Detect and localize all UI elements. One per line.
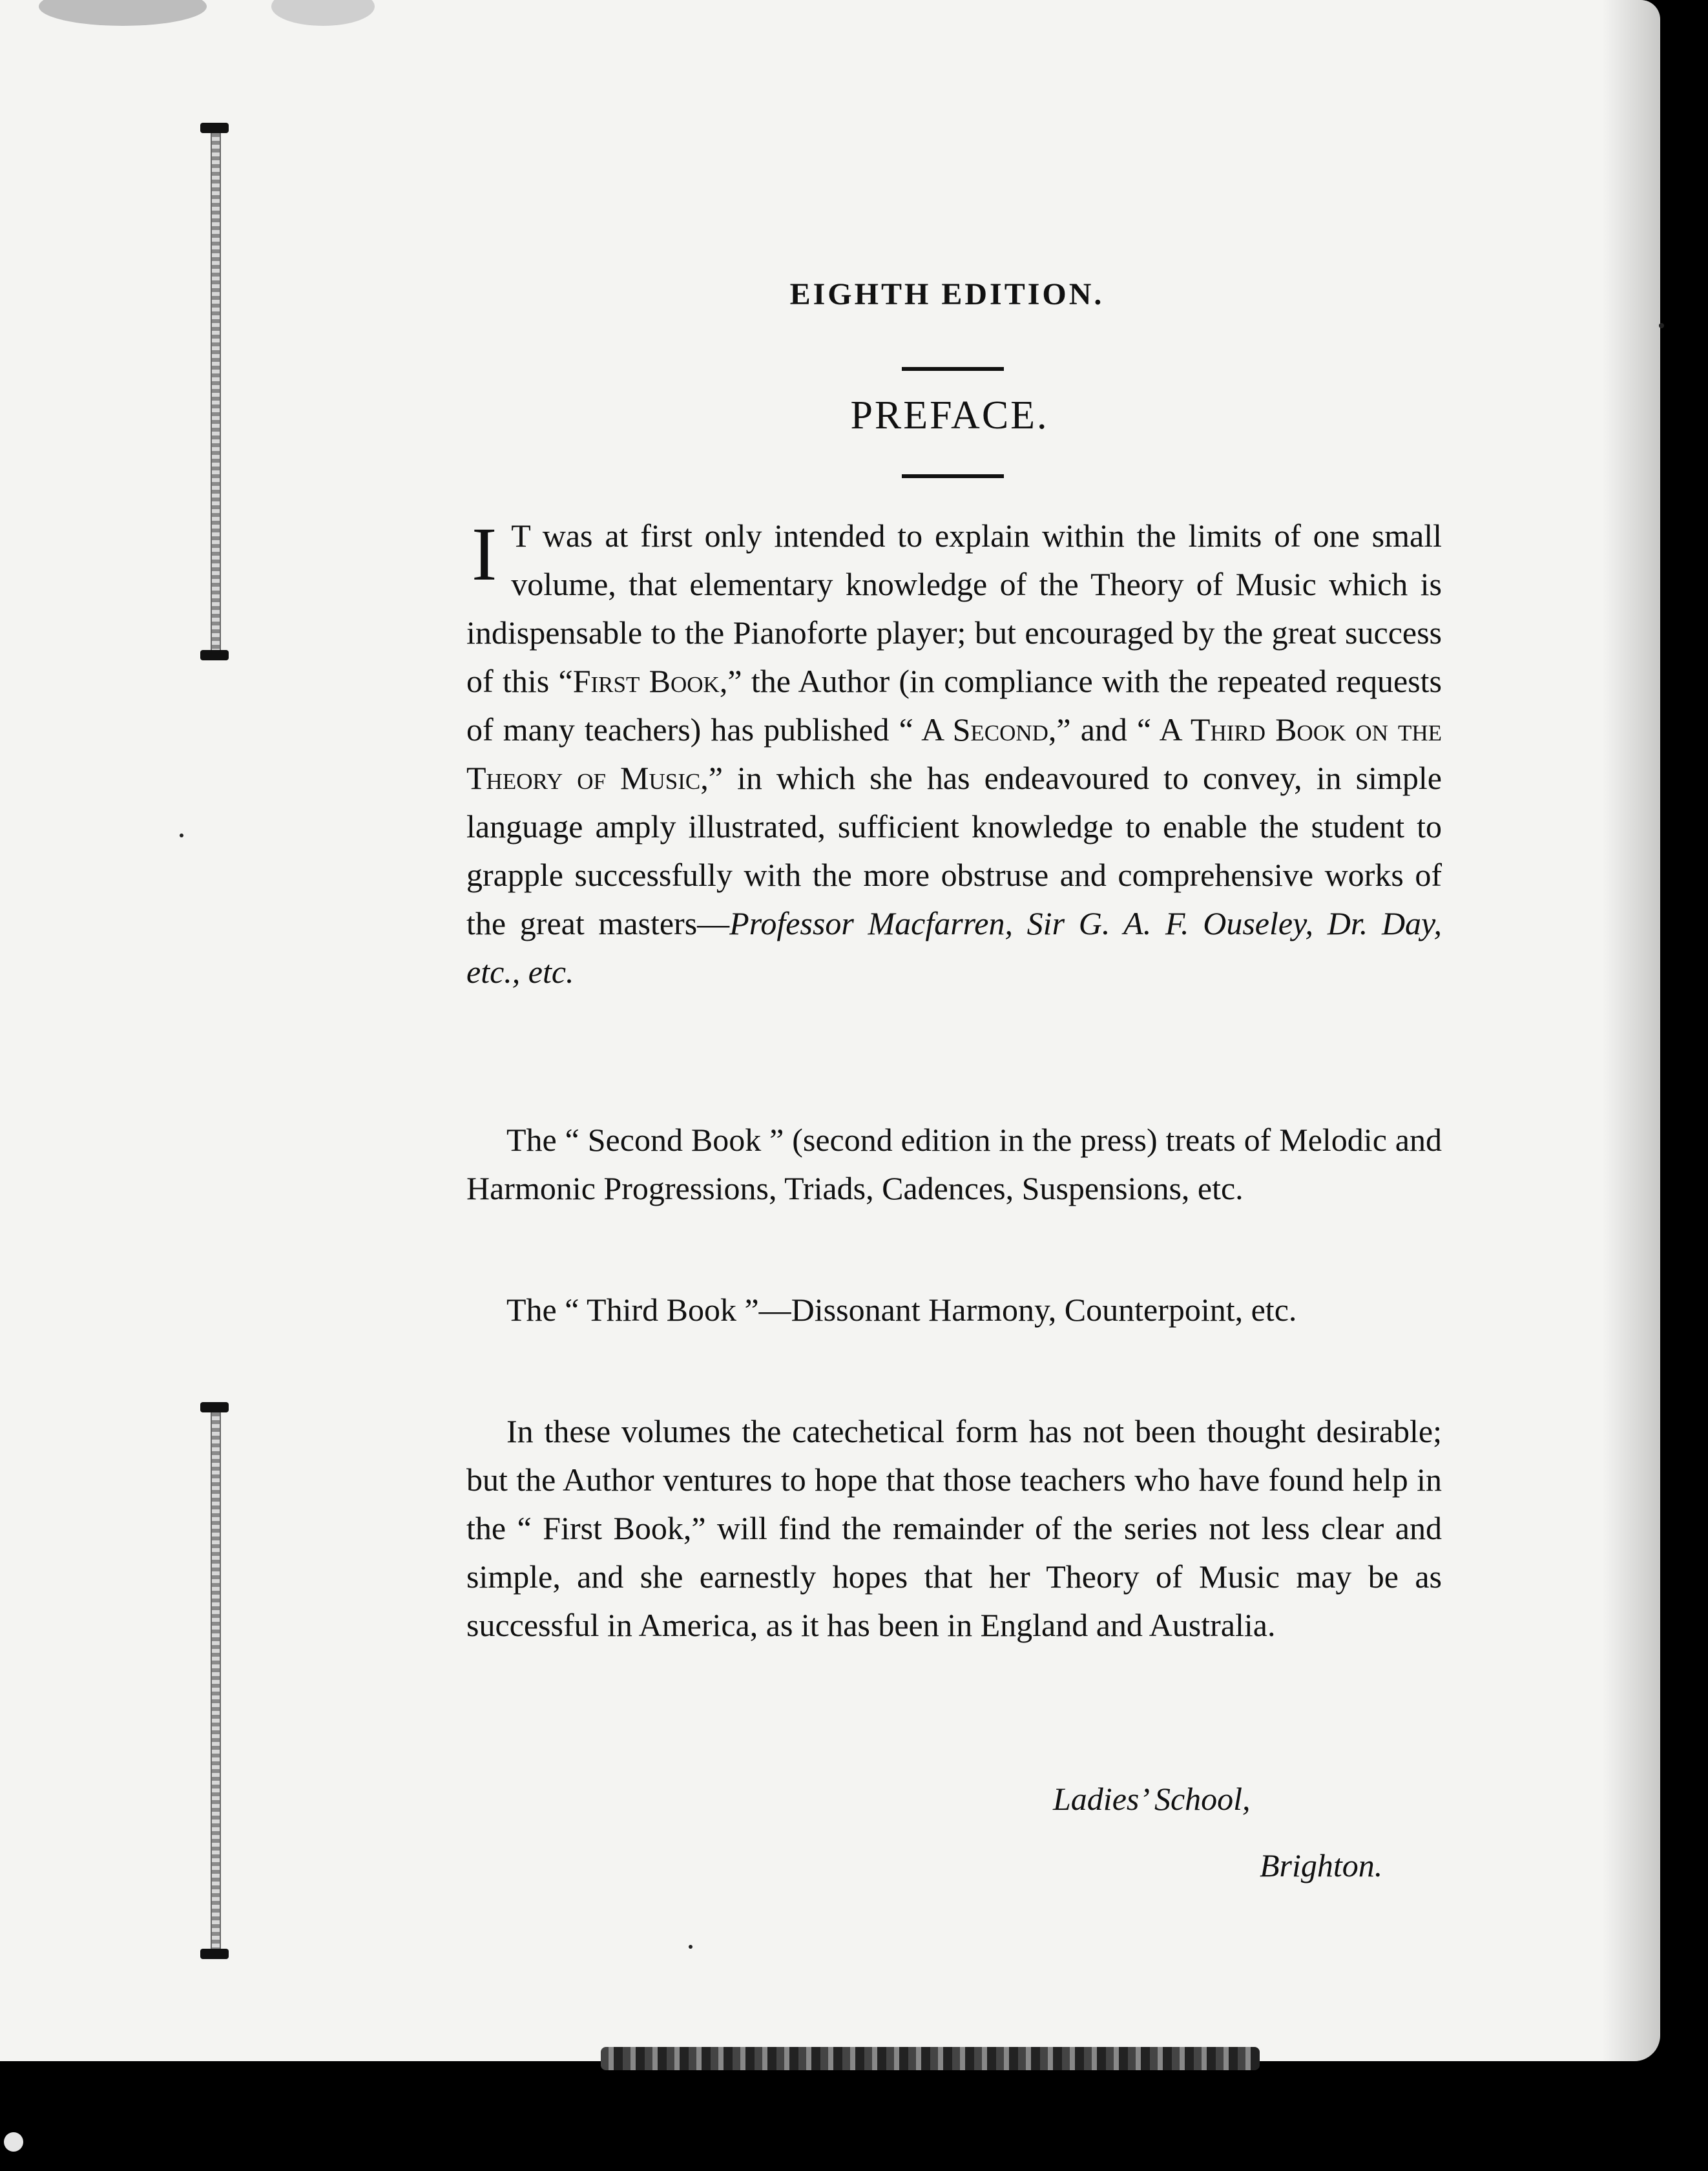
paragraph-text: ” in which she has endeavoured to convey, in simple language amply illustrated, sufficient knowledge to enable the student to grapple successfully with the more obstruse and comprehensive works of the great masters— — [466, 760, 1442, 941]
preface-paragraph-2: The “ Second Book ” (second edition in the press) treats of Melodic and Harmonic Progressions, Triads, Cadences, Suspensions, etc. — [466, 1122, 1442, 1206]
page-edge-shadow — [1602, 0, 1660, 2061]
small-caps-title: Third Book on the Theory of Music, — [466, 711, 1442, 796]
stitch-thread — [211, 1412, 221, 1949]
stitch-knot — [200, 1402, 229, 1412]
speck — [180, 834, 183, 837]
page-title: PREFACE. — [850, 393, 1049, 437]
preface-paragraph-3: The “ Third Book ”—Dissonant Harmony, Counterpoint, etc. — [506, 1292, 1297, 1328]
speck — [689, 1945, 693, 1949]
signature-line-1: Ladies’ School, — [1053, 1781, 1251, 1817]
top-smudge — [271, 0, 375, 26]
corner-mark — [4, 2132, 23, 2152]
edition-heading: EIGHTH EDITION. — [789, 277, 1105, 311]
paragraph-text: T was at first only intended to explain within the limits of one small volume, that elementary knowledge of the Theory of Music which is indispensable to the Pianoforte player; but encouraged by the great success of this “ — [466, 518, 1442, 699]
small-caps-title: Second, — [952, 711, 1057, 748]
preface-paragraph-1 — [466, 512, 1442, 996]
stitch-knot — [200, 650, 229, 660]
stitch-knot — [200, 1949, 229, 1959]
top-smudge — [39, 0, 207, 26]
stitch-thread — [211, 133, 221, 650]
drop-cap: I — [472, 512, 497, 596]
binding-stitch-bottom — [194, 1402, 235, 1964]
stitch-knot — [200, 123, 229, 133]
signature-line-2: Brighton. — [1260, 1847, 1383, 1883]
small-caps-title: First Book, — [572, 663, 728, 699]
italic-names: Professor Macfarren, Sir G. A. F. Ouseley, Dr. Day, etc., etc. — [466, 905, 1442, 990]
paragraph-text: ” the Author (in compliance with the repeated requests of many teachers) has published “ A — [466, 663, 1442, 748]
paragraph-text: ” and “ A — [1056, 711, 1191, 748]
speck — [1659, 323, 1664, 328]
divider-rule — [902, 474, 1004, 478]
binding-stitch-top — [194, 123, 235, 666]
torn-edge — [601, 2047, 1260, 2070]
scan-border-bottom — [0, 2061, 1708, 2171]
preface-paragraph-4: In these volumes the catechetical form has not been thought desirable; but the Author ventures to hope that those teachers who have found help in the “ First Book,” will find the remainder of the series not less clear and simple, and she earnestly hopes that her Theory of Music may be as successful in America, as it has been in England and Australia. — [466, 1413, 1442, 1643]
divider-rule — [902, 367, 1004, 371]
